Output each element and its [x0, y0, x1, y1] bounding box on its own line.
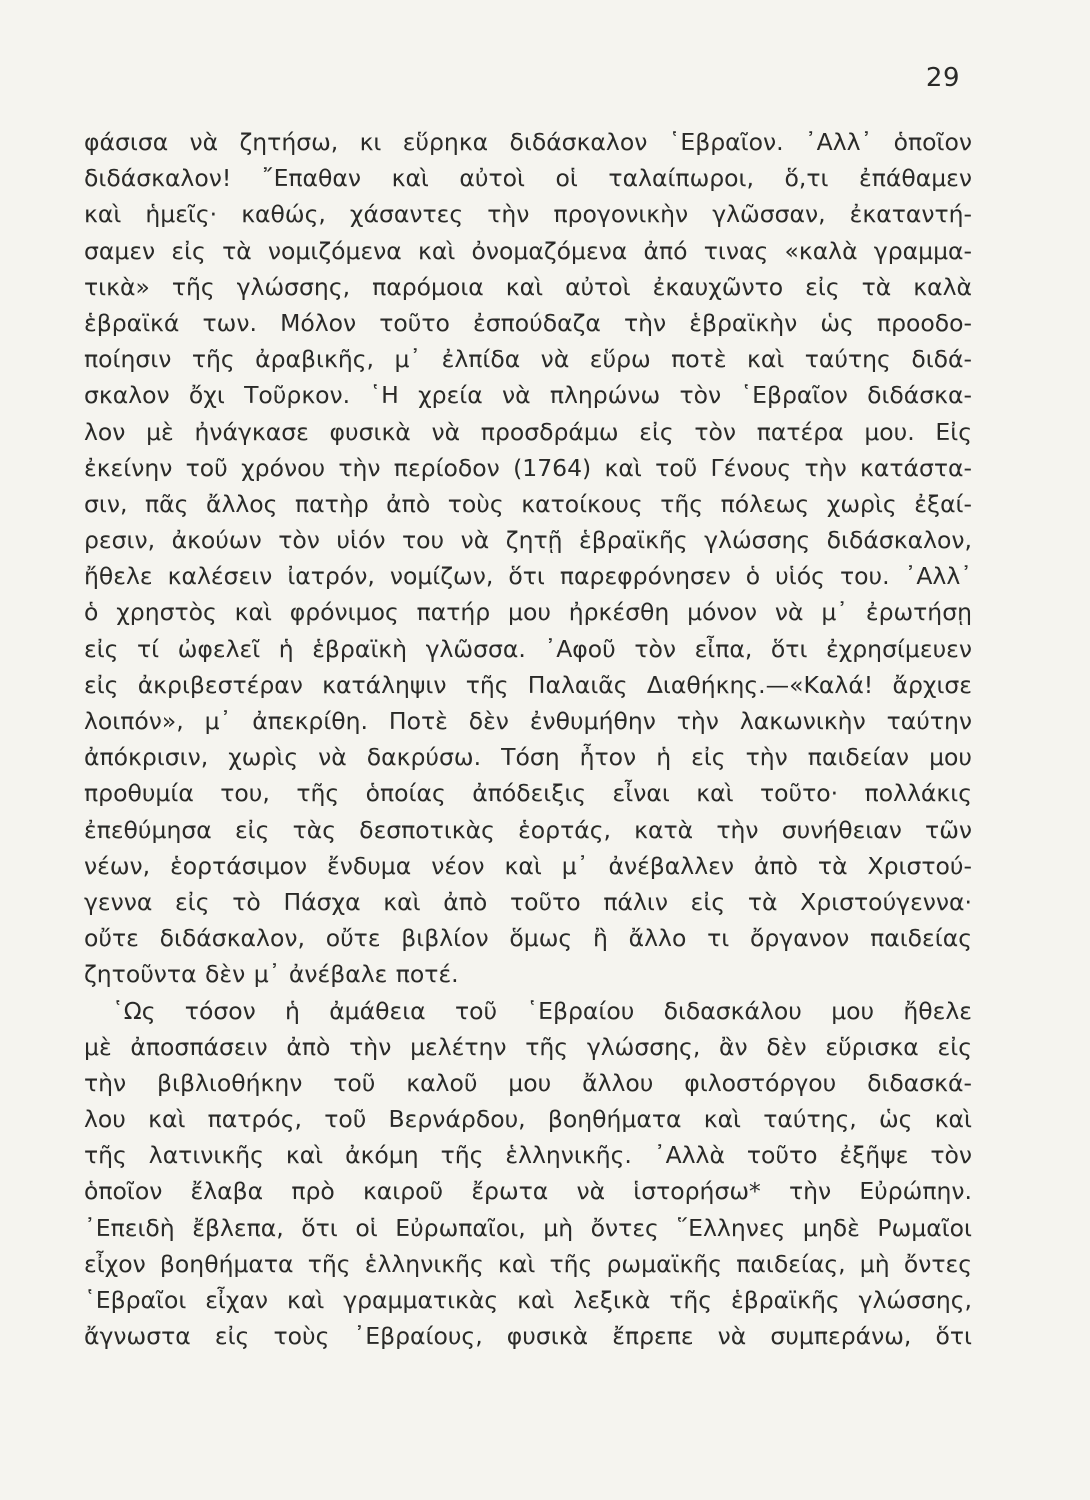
text-line: τῆς λατινικῆς καὶ ἀκόμη τῆς ἑλληνικῆς. ᾿Αλλὰ τοῦτο ἐξῆψε τὸν	[84, 1141, 972, 1170]
text-line: ῾Ως τόσον ἡ ἀμάθεια τοῦ ῾Εβραίου διδασκάλου μου ἤθελε	[112, 996, 972, 1025]
body-text	[84, 124, 972, 1354]
text-line: λοιπόν», μ᾽ ἀπεκρίθη. Ποτὲ δὲν ἐνθυμήθην τὴν λακωνικὴν ταύτην	[84, 707, 972, 735]
text-line: φάσισα νὰ ζητήσω, κι εὕρηκα διδάσκαλον ῾Εβραῖον. ᾿Αλλ᾽ ὁποῖον	[84, 128, 972, 156]
text-line: ὁποῖον ἔλαβα πρὸ καιροῦ ἔρωτα νὰ ἱστορήσω* τὴν Εὐρώπην.	[84, 1177, 972, 1206]
text-line: ποίησιν τῆς ἀραβικῆς, μ᾽ ἐλπίδα νὰ εὕρω ποτὲ καὶ ταύτης διδά-	[84, 345, 972, 374]
text-line: ἑβραϊκά των. Μόλον τοῦτο ἐσπούδαζα τὴν ἑβραϊκὴν ὡς προοδο-	[84, 308, 972, 337]
text-line: ῾Εβραῖοι εἶχαν καὶ γραμματικὰς καὶ λεξικὰ τῆς ἑβραϊκῆς γλώσσης,	[84, 1286, 972, 1314]
text-line: τὴν βιβλιοθήκην τοῦ καλοῦ μου ἄλλου φιλοστόργου διδασκά-	[84, 1068, 972, 1097]
text-line: σιν, πᾶς ἄλλος πατὴρ ἀπὸ τοὺς κατοίκους τῆς πόλεως χωρὶς ἐξαί-	[84, 489, 972, 518]
text-line: καὶ ἡμεῖς· καθώς, χάσαντες τὴν προγονικὴν γλῶσσαν, ἐκαταντή-	[84, 200, 972, 229]
text-line: ᾿Επειδὴ ἔβλεπα, ὅτι οἱ Εὐρωπαῖοι, μὴ ὄντες ῞Ελληνες μηδὲ Ρωμαῖοι	[84, 1213, 972, 1242]
text-line: προθυμία του, τῆς ὁποίας ἀπόδειξις εἶναι καὶ τοῦτο· πολλάκις	[84, 779, 972, 808]
text-line: ζητοῦντα δὲν μ᾽ ἀνέβαλε ποτέ.	[84, 960, 459, 989]
text-line: τικὰ» τῆς γλώσσης, παρόμοια καὶ αὐτοὶ ἐκαυχῶντο εἰς τὰ καλὰ	[84, 272, 972, 301]
text-line: λον μὲ ἠνάγκασε φυσικὰ νὰ προσδράμω εἰς τὸν πατέρα μου. Εἰς	[84, 417, 972, 446]
text-line: εἰς τί ὠφελεῖ ἡ ἑβραϊκὴ γλῶσσα. ᾿Αφοῦ τὸν εἶπα, ὅτι ἐχρησίμευεν	[84, 634, 972, 663]
text-line: νέων, ἑορτάσιμον ἔνδυμα νέον καὶ μ᾽ ἀνέβαλλεν ἀπὸ τὰ Χριστού-	[84, 851, 972, 880]
text-line: ἤθελε καλέσειν ἰατρόν, νομίζων, ὅτι παρεφρόνησεν ὁ υἱός του. ᾿Αλλ᾽	[84, 562, 972, 591]
text-line: ἐπεθύμησα εἰς τὰς δεσποτικὰς ἑορτάς, κατὰ τὴν συνήθειαν τῶν	[84, 815, 972, 844]
text-line: σαμεν εἰς τὰ νομιζόμενα καὶ ὀνομαζόμενα ἀπό τινας «καλὰ γραμμα-	[84, 236, 972, 265]
text-line: ὁ χρηστὸς καὶ φρόνιμος πατήρ μου ἠρκέσθη μόνον νὰ μ᾽ ἐρωτήσῃ	[84, 598, 972, 627]
paragraph-1	[84, 124, 972, 993]
text-line: εἰς ἀκριβεστέραν κατάληψιν τῆς Παλαιᾶς Διαθήκης.—«Καλά! ἄρχισε	[84, 670, 972, 699]
text-line: ἐκείνην τοῦ χρόνου τὴν περίοδον (1764) καὶ τοῦ Γένους τὴν κατάστα-	[84, 453, 972, 482]
paragraph-2	[84, 993, 972, 1355]
text-line: λου καὶ πατρός, τοῦ Βερνάρδου, βοηθήματα καὶ ταύτης, ὡς καὶ	[84, 1105, 972, 1134]
text-line: γεννα εἰς τὸ Πάσχα καὶ ἀπὸ τοῦτο πάλιν εἰς τὰ Χριστούγεννα·	[84, 887, 972, 916]
text-line: ρεσιν, ἀκούων τὸν υἱόν του νὰ ζητῇ ἑβραϊκῆς γλώσσης διδάσκαλον,	[84, 526, 972, 555]
text-line: ἄγνωστα εἰς τοὺς ᾿Εβραίους, φυσικὰ ἔπρεπε νὰ συμπεράνω, ὅτι	[84, 1322, 972, 1351]
text-line: εἶχον βοηθήματα τῆς ἑλληνικῆς καὶ τῆς ρωμαϊκῆς παιδείας, μὴ ὄντες	[84, 1249, 972, 1278]
text-line: διδάσκαλον! ῎Επαθαν καὶ αὐτοὶ οἱ ταλαίπωροι, ὅ,τι ἐπάθαμεν	[84, 164, 972, 193]
text-line: οὔτε διδάσκαλον, οὔτε βιβλίον ὅμως ἢ ἄλλο τι ὄργανον παιδείας	[84, 924, 972, 953]
text-line: ἀπόκρισιν, χωρὶς νὰ δακρύσω. Τόση ἦτον ἡ εἰς τὴν παιδείαν μου	[84, 743, 972, 772]
text-line: μὲ ἀποσπάσειν ἀπὸ τὴν μελέτην τῆς γλώσσης, ἂν δὲν εὕρισκα εἰς	[84, 1032, 972, 1061]
text-line: σκαλον ὄχι Τοῦρκον. ῾Η χρεία νὰ πληρώνω τὸν ῾Εβραῖον διδάσκα-	[84, 381, 972, 410]
page-number: 29	[925, 63, 960, 93]
